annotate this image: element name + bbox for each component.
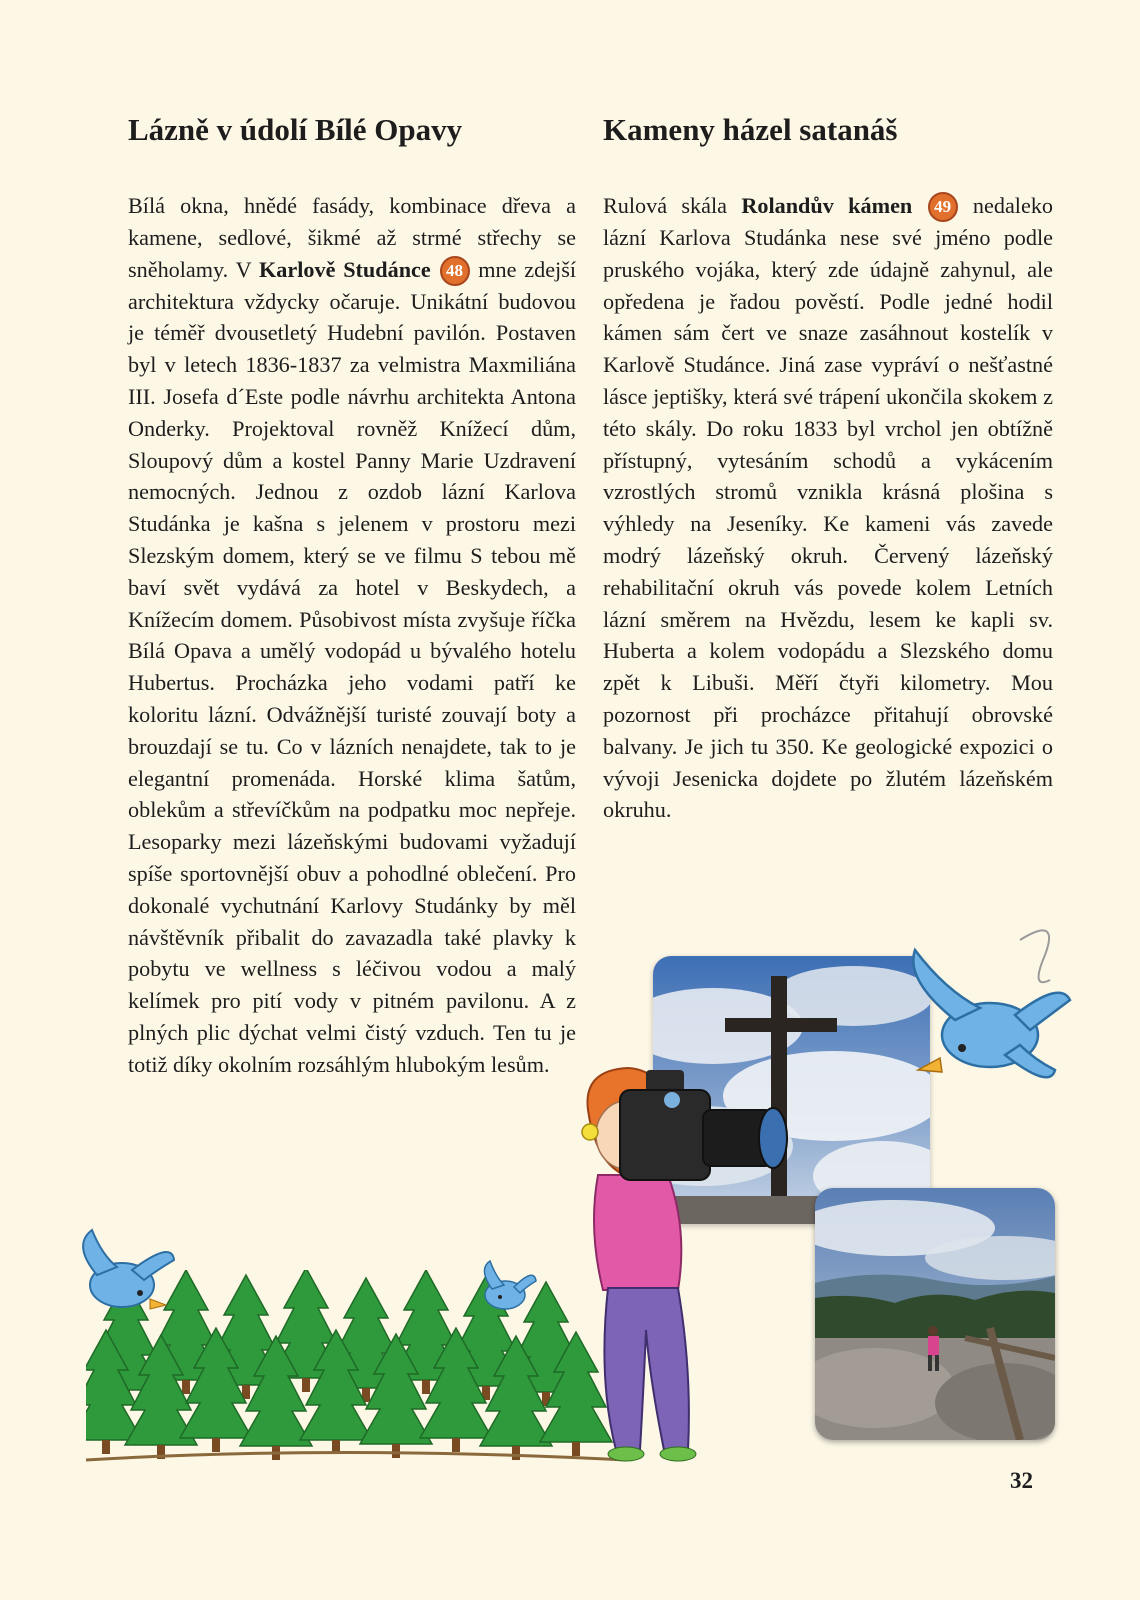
place-karlova-studanka: Karlově Studánce: [259, 256, 431, 282]
landscape-photo-image: [815, 1188, 1055, 1440]
location-badge-49: 49: [928, 192, 958, 222]
left-heading: Lázně v údolí Bílé Opavy: [128, 112, 463, 147]
page-number: 32: [1010, 1468, 1033, 1493]
girl-photographer-icon: [568, 1050, 798, 1480]
blue-bird-icon: [62, 1225, 182, 1335]
left-text-part2: mne zdejší architektura vždycky očaruje. Unikátní budovou je téměř dvousetletý Hudební pavilón. Postaven byl v letech 1836-1837 za velmistra Maxmiliána III. Josefa d´Este podle návrhu architekta Antona Onderky. Projektoval rovněž Knížecí dům, Sloupový dům a kostel Panny Marie Uzdravení nemocných. Jednou z ozdob lázní Karlova Studánka je kašna s jelenem v prostoru mezi Slezským domem, který se ve filmu S tebou mě baví svět vydává za hotel v Beskydech, a Knížecím domem. Působivost místa zvyšuje říčka Bílá Opava a umělý vodopád u bývalého hotelu Hubertus. Procházka jeho vodami patří ke koloritu lázní. Odvážnější turisté zouvají boty a brouzdají se tu. Co v lázních nenajdete, tak to je elegantní promenáda. Horské klima šatům, oblekům a střevíčkům na podpatku moc nepřeje. Lesoparky mezi lázeňskými budovami vyžadují spíše sportovnější obuv a pohodlné oblečení. Pro dokonalé vychutnání Karlovy Studánky by měl návštěvník přibalit do zavazadla také plavky k pobytu ve wellness s léčivou vodou a malý kelímek pro pití vody v pitném pavilonu. A z plných plic dýchat velmi čistý vzduch. Ten tu je totiž díky okolním rozsáhlým hlubokým lesům.: [128, 256, 577, 1077]
left-text-part1: Bílá okna, hnědé fasády, kombinace dřeva a kamene, sedlové, šikmé až strmé střechy se sněholamy. V: [128, 193, 576, 282]
location-badge-48: 48: [440, 256, 470, 286]
blue-bird-icon: [470, 1255, 540, 1325]
right-heading: Kameny házel satanáš: [603, 112, 898, 147]
right-text-part2: nedaleko lázní Karlova Studánka nese své jméno podle pruského vojáka, který zde údajně zahynul, ale opředena je řadou pověstí. Podle jedné hodil kámen sám čert ve snaze zasáhnout kostelík v Karlově Studánce. Jiná zase vypráví o nešťastné lásce jeptišky, která své trápení ukončila skokem z této skály. Do roku 1833 byl vrchol jen obtížně přístupný, vytesáním schodů a vykácením vzrostlých stromů vznikla krásná plošina s výhledy na Jeseníky. Ke kameni vás zavede modrý lázeňský okruh. Červený lázeňský rehabilitační okruh vás povede kolem Letních lázní směrem na Hvězdu, lesem ke kapli sv. Huberta a kolem vodopádu a Slezského domu zpět k Libuši. Měří čtyři kilometry. Mou pozornost při procházce přitahují obrovské balvany. Je jich tu 350. Ke geologické expozici o vývoji Jesenicka dojdete po žlutém lázeňském okruhu.: [603, 193, 1054, 823]
left-body-text: [128, 190, 576, 1081]
landscape-photo: [815, 1188, 1055, 1440]
right-body-text: [603, 190, 1053, 826]
right-text-part1: Rulová skála: [603, 193, 742, 218]
place-rolanduv-kamen: Rolandův kámen: [741, 193, 913, 218]
blue-bird-icon: [900, 920, 1075, 1120]
